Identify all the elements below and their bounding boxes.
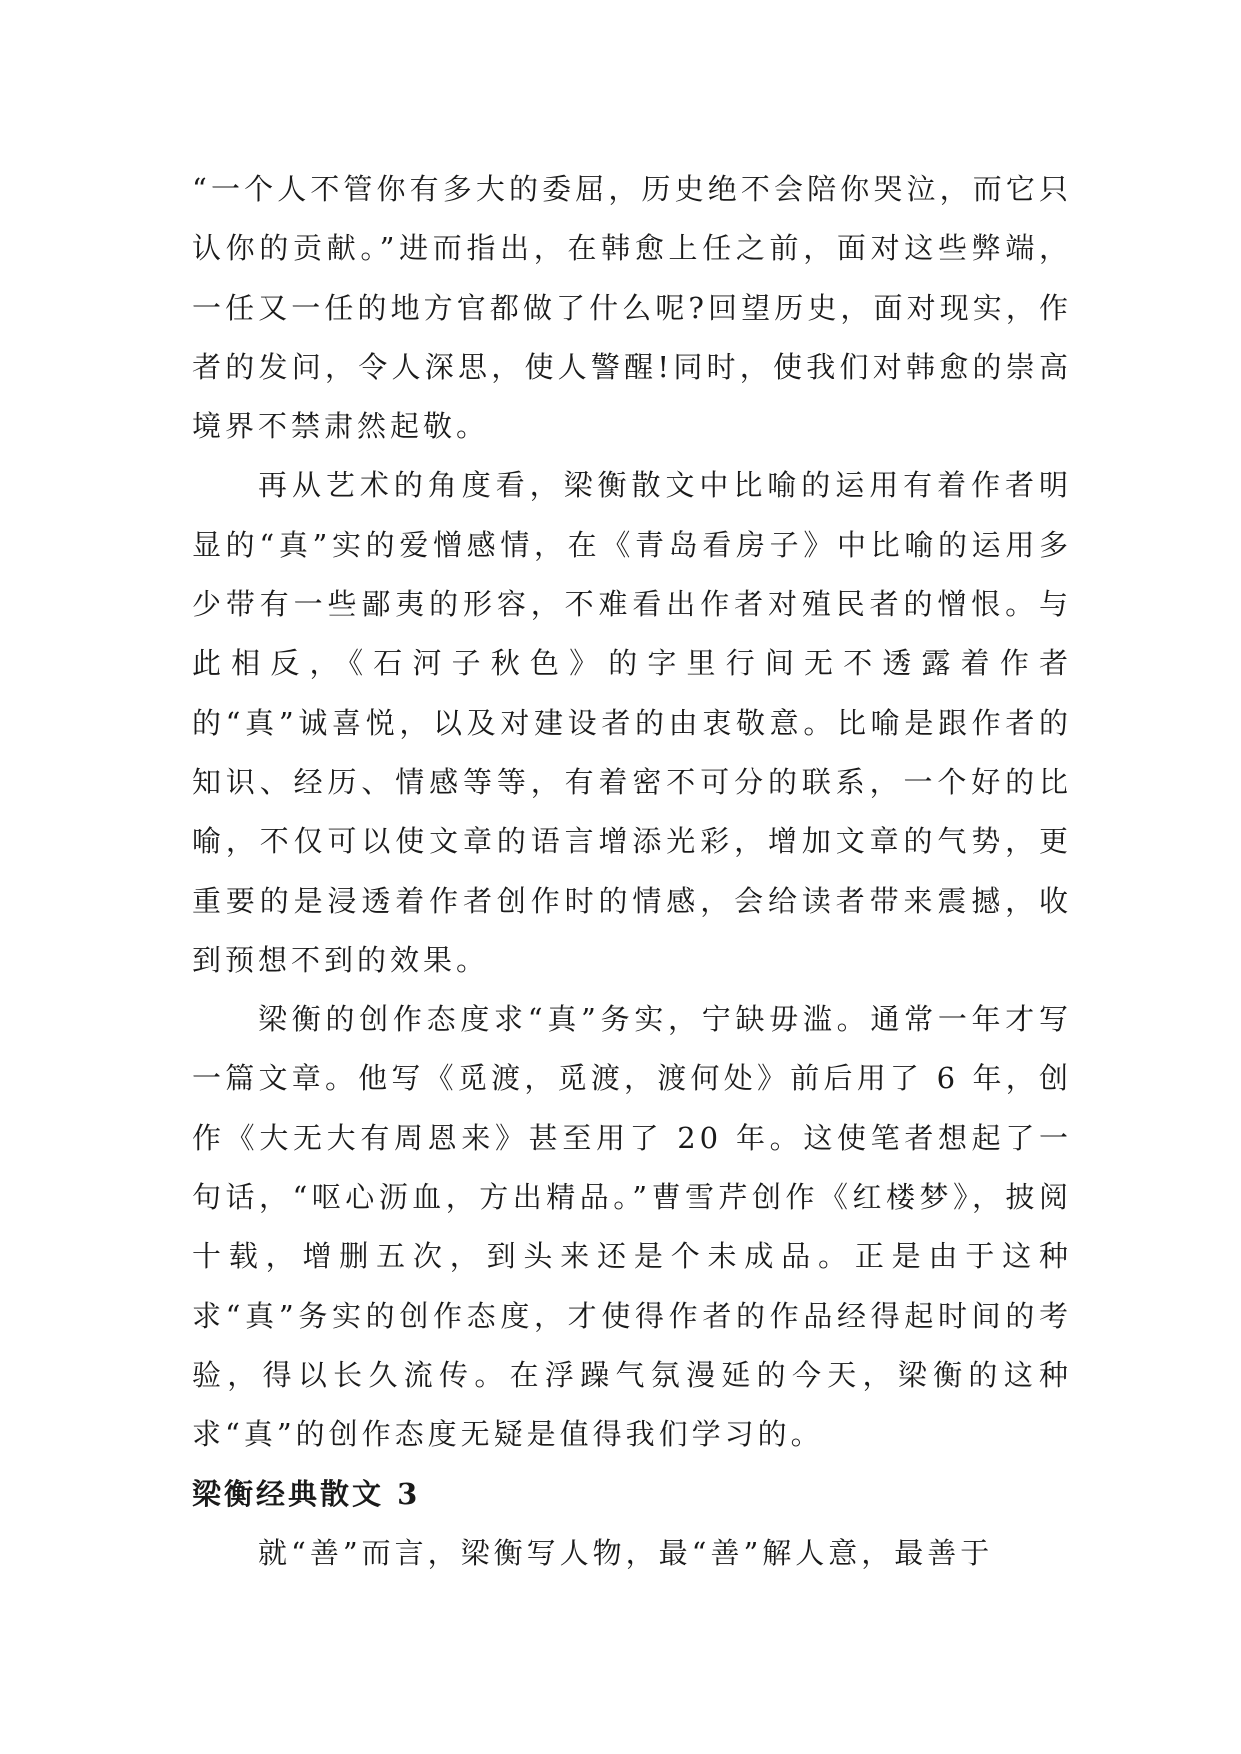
paragraph-1: “一个人不管你有多大的委屈，历史绝不会陪你哭泣，而它只认你的贡献。”进而指出，在韩愈上任之前，面对这些弊端，一任又一任的地方官都做了什么呢?回望历史，面对现实，作者的发问，令人深思，使人警醒!同时，使我们对韩愈的崇高境界不禁肃然起敬。 — [192, 172, 1072, 444]
paragraph-2: 再从艺术的角度看，梁衡散文中比喻的运用有着作者明显的“真”实的爱憎感情，在《青岛看房子》中比喻的运用多少带有一些鄙夷的形容，不难看出作者对殖民者的憎恨。与此相反，《石河子秋色》的字里行间无不透露着作者的“真”诚喜悦，以及对建设者的由衷敬意。比喻是跟作者的知识、经历、情感等等，有着密不可分的联系，一个好的比喻，不仅可以使文章的语言增添光彩，增加文章的气势，更重要的是浸透着作者创作时的情感，会给读者带来震撼，收到预想不到的效果。 — [192, 468, 1072, 977]
paragraph-4: 就“善”而言，梁衡写人物，最“善”解人意，最善于 — [258, 1535, 994, 1570]
document-body — [192, 160, 1072, 1583]
section-heading: 梁衡经典散文 3 — [192, 1476, 421, 1511]
paragraph-3: 梁衡的创作态度求“真”务实，宁缺毋滥。通常一年才写一篇文章。他写《觅渡，觅渡，渡何处》前后用了 6 年，创作《大无大有周恩来》甚至用了 20 年。这使笔者想起了一句话，“呕心沥血，方出精品。”曹雪芹创作《红楼梦》，披阅十载，增删五次，到头来还是个未成品。正是由于这种求“真”务实的创作态度，才使得作者的作品经得起时间的考验，得以长久流传。在浮躁气氛漫延的今天，梁衡的这种求“真”的创作态度无疑是值得我们学习的。 — [192, 1002, 1072, 1452]
